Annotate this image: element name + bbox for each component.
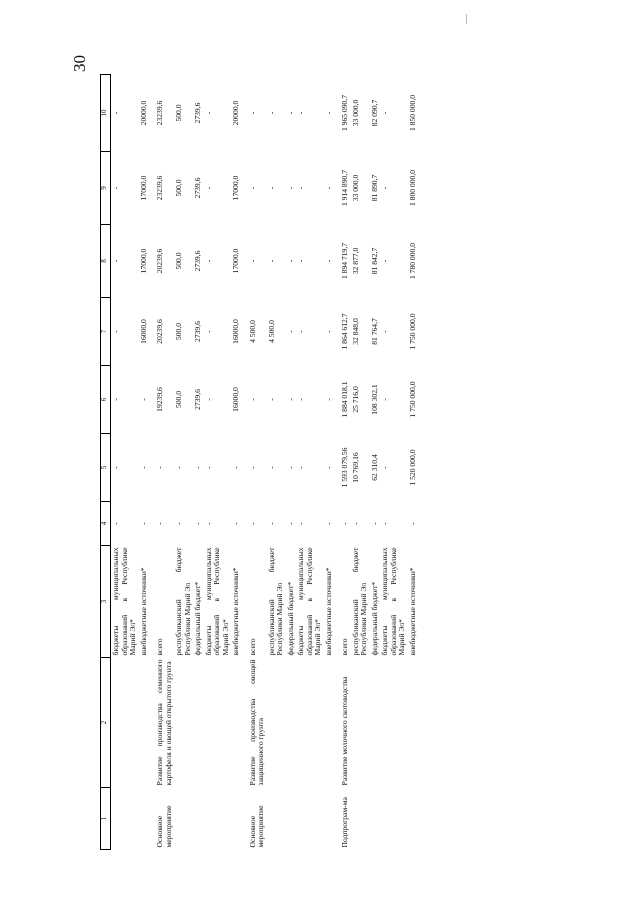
table-cell: 10 769,16 <box>350 452 360 483</box>
table-cell: Основное мероприятие <box>247 805 265 848</box>
table-cell <box>296 658 324 788</box>
table-cell <box>380 788 408 850</box>
table-cell: - <box>296 259 305 263</box>
table-row <box>111 75 139 850</box>
table-cell: - <box>193 522 202 525</box>
column-header: 8 <box>101 225 111 298</box>
table-cell <box>380 658 408 788</box>
table-cell: - <box>266 111 276 115</box>
table-row <box>149 75 174 850</box>
table-cell: - <box>266 186 276 190</box>
table-cell: - <box>247 398 257 401</box>
table-cell <box>139 788 150 850</box>
table-cell: - <box>285 522 295 525</box>
table-cell <box>408 788 419 850</box>
table-cell: - <box>111 186 120 190</box>
table-cell: внебюджетные источники* <box>138 567 148 656</box>
table-cell: 16000,0 <box>231 387 240 412</box>
table-cell: 2739,6 <box>193 389 202 410</box>
table-cell: всего <box>155 638 164 656</box>
rotated-table-container <box>100 75 540 850</box>
table-cell: - <box>380 522 389 525</box>
table-row <box>296 75 324 850</box>
table-cell: - <box>296 186 305 190</box>
table-cell: - <box>285 111 295 115</box>
table-cell <box>267 788 286 850</box>
table-cell: - <box>111 522 120 525</box>
table-cell: - <box>174 466 183 469</box>
column-header: 3 <box>101 546 111 658</box>
table-cell: 1 780 000,0 <box>407 242 417 280</box>
table-cell: 19239,6 <box>155 387 164 412</box>
table-header-row <box>101 75 111 850</box>
table-cell: - <box>111 466 120 469</box>
table-cell: - <box>203 398 213 401</box>
table-cell: - <box>323 259 333 263</box>
table-cell: - <box>323 330 333 333</box>
table-cell: - <box>266 466 276 469</box>
table-cell: - <box>231 466 240 469</box>
table-cell: - <box>266 259 276 263</box>
table-cell: - <box>203 259 213 263</box>
table-cell <box>370 788 381 850</box>
table-cell: 1 800 000,0 <box>407 169 417 207</box>
table-cell: - <box>285 398 295 401</box>
table-cell <box>111 658 139 788</box>
table-cell <box>231 658 242 788</box>
page-number: 30 <box>70 55 89 72</box>
table-cell: - <box>155 466 164 469</box>
table-cell: республиканский бюджет Республики Марий Эл <box>174 547 192 656</box>
table-cell: бюджеты муниципальных образований в Республике Марий Эл* <box>111 547 137 656</box>
table-cell: 81 764,7 <box>369 318 379 345</box>
table-cell: Развитие производства семенного картофеля и овощей открытого грунта <box>155 659 173 786</box>
table-cell: всего <box>340 638 349 656</box>
table-cell <box>231 788 242 850</box>
table-cell: Подпрограм-ма <box>340 797 349 848</box>
table-cell: всего <box>247 638 257 656</box>
table-cell: 1 593 079,56 <box>340 447 349 488</box>
table-cell: 2739,6 <box>193 250 202 272</box>
table-cell: 16000,0 <box>138 319 148 344</box>
table-cell <box>193 788 204 850</box>
table-cell: 500,0 <box>174 179 183 197</box>
table-cell: 20000,0 <box>138 100 148 126</box>
column-header: 10 <box>101 75 111 152</box>
table-cell: - <box>155 522 164 525</box>
table-cell: 17000,0 <box>138 248 148 274</box>
table-cell <box>174 658 193 788</box>
table-cell: 16000,0 <box>231 319 240 344</box>
column-header: 2 <box>101 658 111 788</box>
table-cell: - <box>380 466 389 469</box>
table-cell: 1 864 612,7 <box>340 313 349 350</box>
table-cell: - <box>369 522 379 525</box>
table-cell: - <box>380 259 389 263</box>
table-cell: - <box>247 522 257 525</box>
table-row <box>370 75 381 850</box>
table-cell: - <box>111 111 120 115</box>
table-cell: - <box>203 522 213 525</box>
table-cell: внебюджетные источники* <box>323 567 333 656</box>
table-cell: - <box>380 186 389 190</box>
table-row <box>334 75 351 850</box>
table-cell: бюджеты муниципальных образований в Республике Марий Эл* <box>296 547 322 656</box>
table-cell <box>286 788 297 850</box>
table-cell: 1 520 000,0 <box>407 449 417 486</box>
table-cell: 500,0 <box>174 390 183 409</box>
table-cell <box>351 658 370 788</box>
table-cell: бюджеты муниципальных образований в Республике Марий Эл* <box>203 547 230 656</box>
table-cell: - <box>138 398 148 401</box>
table-cell: 1 750 000,0 <box>407 381 417 418</box>
column-header: 6 <box>101 366 111 434</box>
table-cell: - <box>407 522 417 525</box>
table-cell: - <box>296 111 305 115</box>
table-row <box>380 75 408 850</box>
table-cell: 1 965 090,7 <box>340 94 349 132</box>
table-cell: республиканский бюджет Республики Марий Эл <box>350 547 368 656</box>
table-cell: 17000,0 <box>231 175 240 201</box>
table-cell: 81 842,7 <box>369 247 379 275</box>
table-cell: 81 890,7 <box>369 174 379 202</box>
table-cell: 17000,0 <box>138 175 148 201</box>
table-cell: федеральный бюджет* <box>193 581 202 656</box>
table-cell <box>351 788 370 850</box>
table-cell: - <box>231 522 240 525</box>
table-cell: 32 848,0 <box>350 318 360 345</box>
table-cell: Развитие молочного скотоводства <box>340 676 349 786</box>
table-cell <box>111 788 139 850</box>
table-cell: - <box>138 522 148 525</box>
table-row <box>193 75 204 850</box>
table-cell: внебюджетные источники* <box>407 567 417 656</box>
table-cell: 500,0 <box>174 104 183 122</box>
table-cell <box>370 658 381 788</box>
table-cell: - <box>285 259 295 263</box>
table-cell: 1 750 000,0 <box>407 313 417 350</box>
table-cell: - <box>247 186 257 190</box>
table-cell: - <box>193 466 202 469</box>
table-row <box>242 75 267 850</box>
table-cell: - <box>285 186 295 190</box>
table-cell: 20239,6 <box>155 248 164 274</box>
table-cell: 33 000,0 <box>350 99 360 127</box>
table-cell <box>324 658 335 788</box>
table-cell: 500,0 <box>174 322 183 341</box>
table-cell: 20239,6 <box>155 319 164 344</box>
table-cell: - <box>247 111 257 115</box>
table-cell: - <box>296 466 305 469</box>
table-cell <box>139 658 150 788</box>
table-cell: - <box>323 186 333 190</box>
column-header: 7 <box>101 298 111 366</box>
table-cell <box>296 788 324 850</box>
table-cell: - <box>296 398 305 401</box>
table-cell <box>324 788 335 850</box>
table-cell <box>286 658 297 788</box>
table-cell <box>267 658 286 788</box>
table-cell: 23239,6 <box>155 100 164 126</box>
table-row <box>267 75 286 850</box>
table-cell: - <box>203 330 213 333</box>
table-cell: 500,0 <box>174 252 183 270</box>
table-cell: - <box>340 522 349 525</box>
table-row <box>204 75 232 850</box>
table-cell <box>193 658 204 788</box>
table-cell: - <box>266 522 276 525</box>
table-cell: 1 894 719,7 <box>340 242 349 280</box>
table-row <box>231 75 242 850</box>
table-cell: Развитие производства овощей защищенного грунта <box>247 659 265 786</box>
table-cell: - <box>380 398 389 401</box>
table-cell: федеральный бюджет* <box>285 581 295 656</box>
table-cell: 25 716,0 <box>350 386 360 413</box>
table-cell: - <box>203 186 213 190</box>
table-cell: - <box>323 398 333 401</box>
table-cell: - <box>138 466 148 469</box>
table-cell <box>174 788 193 850</box>
table-cell: - <box>247 259 257 263</box>
table-row <box>351 75 370 850</box>
table-cell: - <box>266 398 276 401</box>
column-header: 9 <box>101 152 111 225</box>
table-cell: - <box>350 522 360 525</box>
table-cell: - <box>203 111 213 115</box>
table-cell: - <box>296 522 305 525</box>
table-cell: - <box>111 259 120 263</box>
table-cell: республиканский бюджет Республики Марий Эл <box>266 547 284 656</box>
table-cell: 4 500,0 <box>247 320 257 343</box>
table-cell: внебюджетные источники* <box>231 567 240 656</box>
table-cell: 2739,6 <box>193 102 202 124</box>
table-cell: - <box>323 522 333 525</box>
table-cell: 2739,6 <box>193 177 202 199</box>
table-cell: бюджеты муниципальных образований в Республике Марий Эл* <box>380 547 406 656</box>
table-cell: федеральный бюджет* <box>369 581 379 656</box>
table-row <box>286 75 297 850</box>
table-cell: - <box>203 466 213 469</box>
table-cell <box>204 658 232 788</box>
table-row <box>408 75 419 850</box>
table-cell: 1 884 018,1 <box>340 381 349 418</box>
table-row <box>174 75 193 850</box>
table-cell <box>204 788 232 850</box>
table-cell: 82 090,7 <box>369 99 379 127</box>
table-cell: 1 850 000,0 <box>407 94 417 132</box>
table-cell: 1 914 890,7 <box>340 169 349 207</box>
table-cell: - <box>111 398 120 401</box>
table-cell: 4 500,0 <box>266 320 276 343</box>
table-cell: Основное мероприятие <box>155 805 173 848</box>
table-cell: - <box>380 330 389 333</box>
table-cell: - <box>174 522 183 525</box>
table-cell: 33 000,0 <box>350 174 360 202</box>
table-cell: - <box>247 466 257 469</box>
table-cell: 20000,0 <box>231 100 240 126</box>
table-cell: - <box>380 111 389 115</box>
table-cell: 32 877,0 <box>350 247 360 275</box>
column-header: 1 <box>101 788 111 850</box>
table-cell: - <box>285 330 295 333</box>
table-cell: - <box>323 111 333 115</box>
table-cell: - <box>296 330 305 333</box>
column-header: 4 <box>101 502 111 546</box>
table-cell <box>408 658 419 788</box>
table-cell: - <box>323 466 333 469</box>
table-cell: 2739,6 <box>193 321 202 342</box>
table-row <box>324 75 335 850</box>
table-cell: 17000,0 <box>231 248 240 274</box>
column-header: 5 <box>101 434 111 502</box>
table-cell: 23239,6 <box>155 175 164 201</box>
budget-table <box>100 74 418 850</box>
table-cell: - <box>285 466 295 469</box>
table-row <box>139 75 150 850</box>
table-cell: 62 310,4 <box>369 454 379 481</box>
table-cell: 108 302,1 <box>369 384 379 415</box>
table-cell: - <box>111 330 120 333</box>
scan-mark <box>466 14 467 24</box>
